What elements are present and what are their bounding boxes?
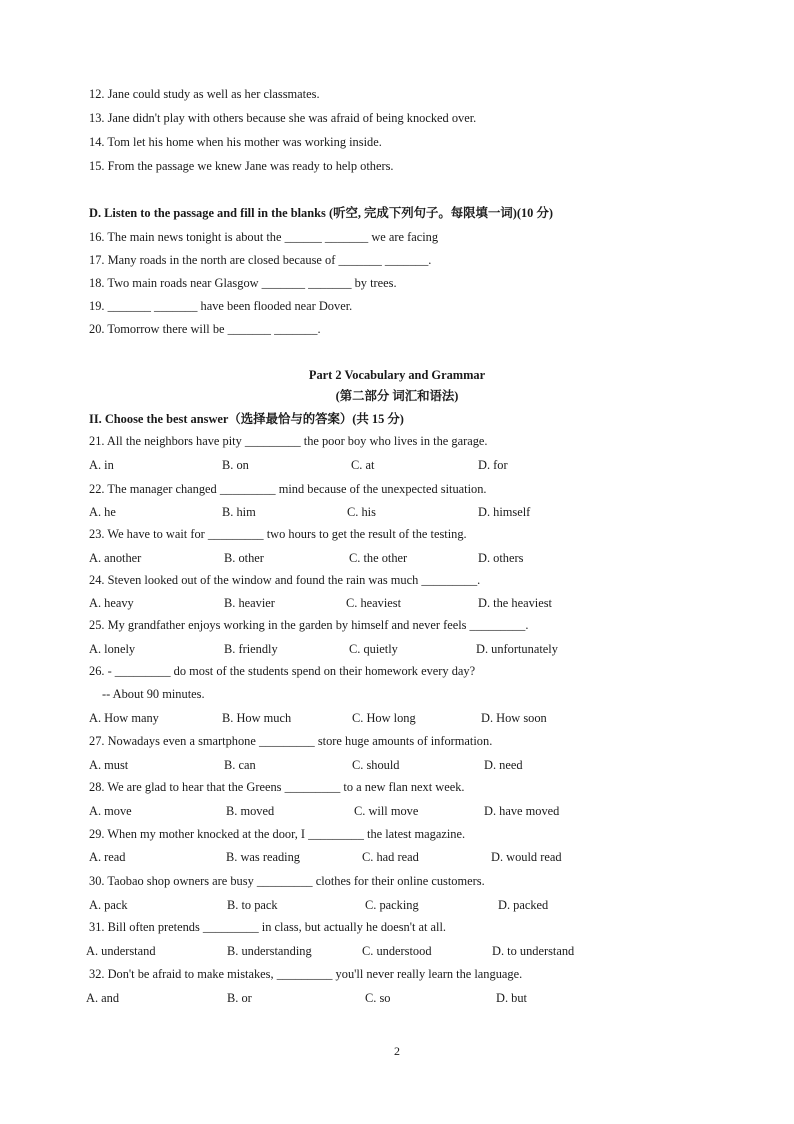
- question-32-stem: 32. Don't be afraid to make mistakes, _________ you'll never really learn the language.: [89, 967, 523, 981]
- question-29-option-d: D. would read: [491, 850, 562, 864]
- question-30-option-b: B. to pack: [227, 898, 278, 912]
- question-20: 20. Tomorrow there will be _______ _______.: [89, 322, 321, 336]
- question-24-option-b: B. heavier: [224, 596, 275, 610]
- question-22-option-a: A. he: [89, 505, 116, 519]
- question-25-option-a: A. lonely: [89, 642, 136, 656]
- question-30-stem: 30. Taobao shop owners are busy _________ clothes for their online customers.: [89, 874, 485, 888]
- question-26-option-b: B. How much: [222, 711, 292, 725]
- question-27-option-b: B. can: [224, 758, 256, 772]
- question-31-option-b: B. understanding: [227, 944, 312, 958]
- question-26-option-c: C. How long: [352, 711, 416, 725]
- part2-title: Part 2 Vocabulary and Grammar: [308, 368, 486, 382]
- question-29-option-b: B. was reading: [226, 850, 300, 864]
- question-24-option-c: C. heaviest: [346, 596, 402, 610]
- question-19: 19. _______ _______ have been flooded near Dover.: [89, 299, 353, 313]
- page-number: 2: [394, 1044, 400, 1058]
- question-23-option-c: C. the other: [349, 551, 408, 565]
- question-30-option-a: A. pack: [89, 898, 128, 912]
- question-18: 18. Two main roads near Glasgow _______ _______ by trees.: [89, 276, 397, 290]
- statement-12: 12. Jane could study as well as her classmates.: [89, 87, 320, 101]
- question-32-option-d: D. but: [496, 991, 527, 1005]
- question-22-option-c: C. his: [347, 505, 376, 519]
- question-31-option-c: C. understood: [362, 944, 432, 958]
- statement-13: 13. Jane didn't play with others because she was afraid of being knocked over.: [89, 111, 477, 125]
- statement-14: 14. Tom let his home when his mother was working inside.: [89, 135, 382, 149]
- question-25-stem: 25. My grandfather enjoys working in the garden by himself and never feels _________.: [89, 618, 529, 632]
- part2-subtitle: (第二部分 词汇和语法): [335, 389, 459, 403]
- question-17: 17. Many roads in the north are closed because of _______ _______.: [89, 253, 432, 267]
- question-26-stem: 26. - _________ do most of the students spend on their homework every day?: [89, 664, 476, 678]
- question-32-option-c: C. so: [365, 991, 391, 1005]
- question-21-option-c: C. at: [351, 458, 375, 472]
- question-23-option-d: D. others: [478, 551, 524, 565]
- question-32-option-b: B. or: [227, 991, 252, 1005]
- question-21-option-b: B. on: [222, 458, 249, 472]
- question-27-option-a: A. must: [89, 758, 129, 772]
- question-21-stem: 21. All the neighbors have pity _________ the poor boy who lives in the garage.: [89, 434, 488, 448]
- question-21-option-a: A. in: [89, 458, 114, 472]
- section-ii-title: II. Choose the best answer（选择最恰与的答案）(共 15 分): [89, 412, 404, 426]
- question-25-option-d: D. unfortunately: [476, 642, 558, 656]
- question-27-stem: 27. Nowadays even a smartphone _________ store huge amounts of information.: [89, 734, 493, 748]
- question-26-option-a: A. How many: [89, 711, 159, 725]
- question-24-option-a: A. heavy: [89, 596, 134, 610]
- question-31-option-a: A. understand: [86, 944, 156, 958]
- question-31-option-d: D. to understand: [492, 944, 575, 958]
- question-29-option-a: A. read: [89, 850, 126, 864]
- question-28-option-c: C. will move: [354, 804, 419, 818]
- statement-15: 15. From the passage we knew Jane was ready to help others.: [89, 159, 394, 173]
- question-29-stem: 29. When my mother knocked at the door, I _________ the latest magazine.: [89, 827, 466, 841]
- question-21-option-d: D. for: [478, 458, 508, 472]
- question-28-option-d: D. have moved: [484, 804, 560, 818]
- question-24-stem: 24. Steven looked out of the window and found the rain was much _________.: [89, 573, 481, 587]
- question-25-option-c: C. quietly: [349, 642, 398, 656]
- question-28-stem: 28. We are glad to hear that the Greens _________ to a new flan next week.: [89, 780, 465, 794]
- question-27-option-d: D. need: [484, 758, 523, 772]
- question-22-stem: 22. The manager changed _________ mind because of the unexpected situation.: [89, 482, 487, 496]
- question-27-option-c: C. should: [352, 758, 400, 772]
- question-22-option-b: B. him: [222, 505, 256, 519]
- question-30-option-d: D. packed: [498, 898, 549, 912]
- question-31-stem: 31. Bill often pretends _________ in class, but actually he doesn't at all.: [89, 920, 447, 934]
- question-28-option-b: B. moved: [226, 804, 275, 818]
- question-24-option-d: D. the heaviest: [478, 596, 552, 610]
- question-32-option-a: A. and: [86, 991, 120, 1005]
- question-26-option-d: D. How soon: [481, 711, 547, 725]
- section-d-title: D. Listen to the passage and fill in the blanks (听空, 完成下列句子。每限填一词)(10 分): [89, 206, 553, 220]
- question-23-option-a: A. another: [89, 551, 142, 565]
- question-28-option-a: A. move: [89, 804, 132, 818]
- question-23-stem: 23. We have to wait for _________ two hours to get the result of the testing.: [89, 527, 467, 541]
- question-23-option-b: B. other: [224, 551, 264, 565]
- question-26-reply: -- About 90 minutes.: [102, 687, 205, 701]
- question-29-option-c: C. had read: [362, 850, 419, 864]
- question-22-option-d: D. himself: [478, 505, 531, 519]
- question-25-option-b: B. friendly: [224, 642, 278, 656]
- question-30-option-c: C. packing: [365, 898, 419, 912]
- question-16: 16. The main news tonight is about the ______ _______ we are facing: [89, 230, 439, 244]
